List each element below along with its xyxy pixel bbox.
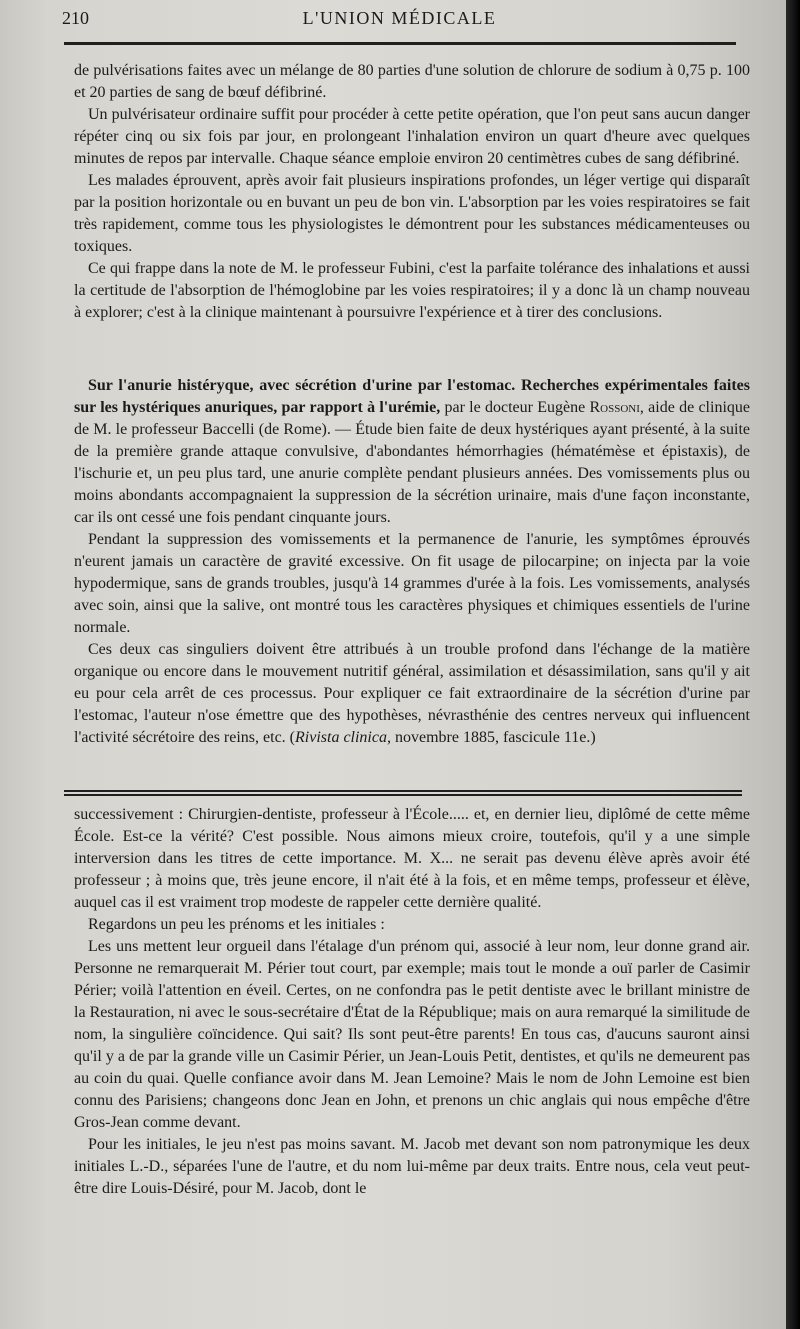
paragraph: successivement : Chirurgien-dentiste, professeur à l'École..... et, en dernier lieu, diplômé de cette même École. Est-ce la vérité? C'est possible. Nous aimons mieux croire, toutefois, qu'il y a une simple interversion dans les titres de cette importance. M. X... ne serait pas devenu élève après avoir été professeur ; à moins que, très jeune encore, il n'ait été à la fois, et en même temps, professeur et élève, auquel cas il est vraiment trop modeste de rappeler cette dernière qualité. xyxy=(74,806,750,911)
paragraph: Les uns mettent leur orgueil dans l'étalage d'un prénom qui, associé à leur nom, leur donne grand air. Personne ne remarquerait M. Périer tout court, par exemple; mais tout le monde a ouï parler de Casimir Périer; voilà l'attention en éveil. Certes, on ne confondra pas le petit dentiste avec le brillant ministre de la Restauration, ni avec le sous-secrétaire d'État de la République; mais on aura remarqué la similitude de nom, la singulière coïncidence. Qui sait? Ils sont peut-être parents! En tous cas, d'aucuns sauront ainsi qu'il y a de par la grande ville un Casimir Périer, un Jean-Louis Petit, dentistes, et qu'ils ne demeurent pas au coin du quai. Quelle confiance avoir dans M. Jean Lemoine? Mais le nom de John Lemoine est bien connu des Parisiens; changeons donc Jean en John, et prenons un chic anglais qui nous empêche d'être Gros-Jean comme devant. xyxy=(74,938,750,1131)
citation-rest: novembre 1885, fascicule 11e.) xyxy=(390,729,596,746)
article-continuation xyxy=(74,60,750,324)
paragraph: de pulvérisations faites avec un mélange de 80 parties d'une solution de chlorure de sodium à 0,75 p. 100 et 20 parties de sang de bœuf défibriné. xyxy=(74,62,750,101)
citation-journal: Rivista clinica, xyxy=(295,729,391,746)
author-name: Rossoni xyxy=(589,399,640,416)
byline-before: par le docteur Eugène xyxy=(440,399,590,416)
paragraph: Pour les initiales, le jeu n'est pas moins savant. M. Jacob met devant son nom patronymique les deux initiales L.-D., séparées l'une de l'autre, et du nom lui-même par deux traits. Entre nous, cela veut peut-être dire Louis-Désiré, pour M. Jacob, dont le xyxy=(74,1136,750,1197)
paragraph xyxy=(74,639,750,749)
paragraph: Pendant la suppression des vomissements et la permanence de l'anurie, les symptômes éprouvés n'eurent jamais un caractère de gravité excessive. On fit usage de pilocarpine; on injecta par la voie hypodermique, sans de grands troubles, jusqu'à 14 grammes d'urée à la fois. Les vomissements, analysés avec soin, ainsi que la salive, ont montré tous les caractères physiques et chimiques essentiels de l'urine normale. xyxy=(74,531,750,636)
paragraph: Un pulvérisateur ordinaire suffit pour procéder à cette petite opération, que l'on peut sans aucun danger répéter cinq ou six fois par jour, en prolongeant l'inhalation environ un quart d'heure avec quelques minutes de repos par intervalle. Chaque séance emploie environ 20 centimètres cubes de sang défibriné. xyxy=(74,106,750,167)
citation-open: ( xyxy=(285,729,295,746)
section-divider xyxy=(64,790,742,796)
review-heading-paragraph xyxy=(74,375,750,529)
review-article xyxy=(74,375,750,749)
page-number: 210 xyxy=(62,8,89,28)
paragraph: Ce qui frappe dans la note de M. le professeur Fubini, c'est la parfaite tolérance des inhalations et aussi la certitude de l'absorption de l'hémoglobine par les voies respiratoires; il y a donc là un champ nouveau à explorer; c'est à la clinique maintenant à poursuivre l'expérience et à tirer des conclusions. xyxy=(74,260,750,321)
paragraph-text: Ces deux cas singuliers doivent être attribués à un trouble profond dans l'échange de la matière organique ou encore dans le mouvement nutritif général, assimilation et désassimilation, sans qu'il y ait eu pour cela arrêt de ces processus. Pour expliquer ce fait extraordinaire de la sécrétion d'urine par l'estomac, l'auteur n'ose émettre que des hypothèses, névrasthénie des centres nerveux qui influencent l'activité sécrétoire des reins, etc. xyxy=(74,641,750,746)
header-rule xyxy=(64,42,736,45)
paragraph: Les malades éprouvent, après avoir fait plusieurs inspirations profondes, un léger vertige qui disparaît par la position horizontale ou en buvant un peu de bon vin. L'absorption par les voies respiratoires se fait très rapidement, comme tous les physiologistes le démontrent pour les substances médicamenteuses ou toxiques. xyxy=(74,172,750,255)
feuilleton-text xyxy=(74,804,750,1200)
paragraph: Regardons un peu les prénoms et les initiales : xyxy=(88,916,385,933)
running-head xyxy=(62,8,737,38)
review-title: Sur l'anurie histéryque, avec sécrétion d'urine par l'estomac. Recherches expérimentales faites sur les hystériques anuriques, par rapport à l'urémie, xyxy=(74,377,750,416)
page-edge-shadow xyxy=(786,0,800,1329)
review-intro: — Étude bien faite de deux hystériques ayant présenté, à la suite de la première grande attaque convulsive, d'abondantes hémorrhagies (hématémèse et épistaxis), de l'ischurie et, un peu plus tard, une anurie complète pendant plusieurs années. Des vomissements plus ou moins abondants accompagnaient la suppression de la sécrétion urinaire, mais d'une façon inconstante, car ils ont cessé une fois pendant cinquante jours. xyxy=(74,421,751,526)
journal-title: L'UNION MÉDICALE xyxy=(302,8,497,28)
byline-after: , aide de clinique de M. le professeur Baccelli (de Rome). xyxy=(74,399,750,438)
